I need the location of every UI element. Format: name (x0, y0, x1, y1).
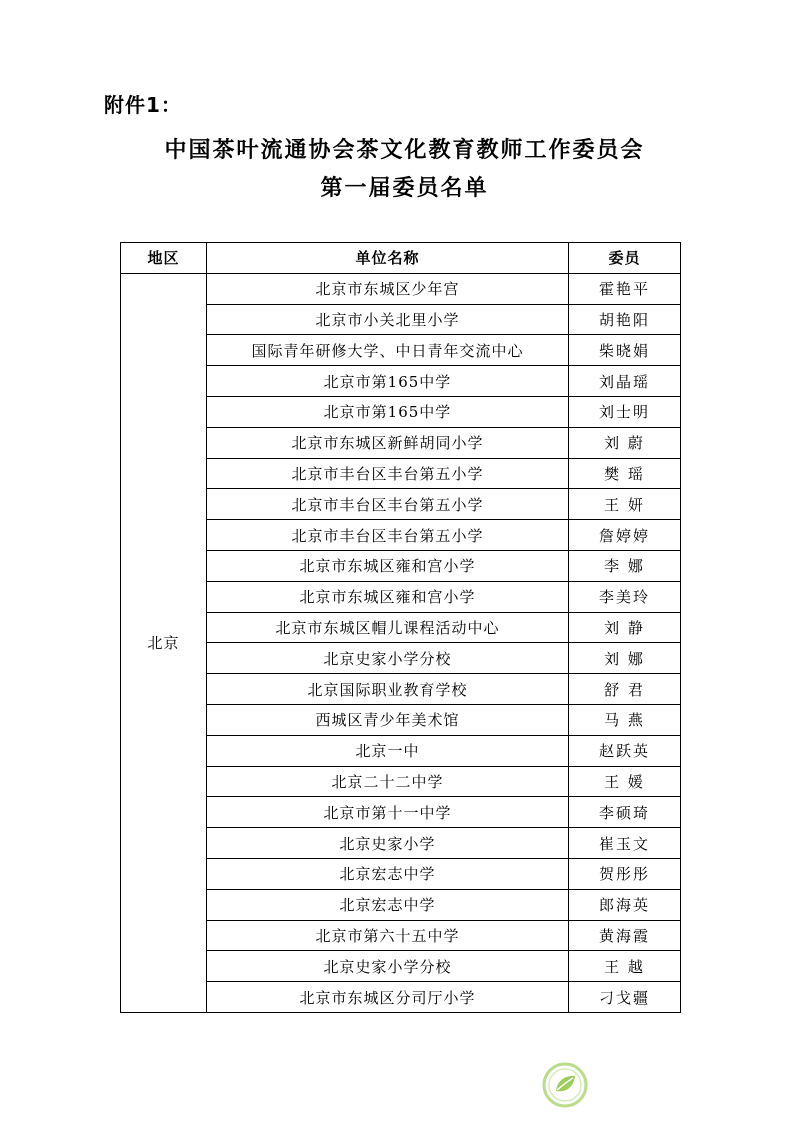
unit-cell: 北京市东城区少年宫 (207, 273, 569, 304)
unit-cell: 北京史家小学分校 (207, 951, 569, 982)
document-subtitle: 第一届委员名单 (320, 176, 489, 201)
region-cell: 北京 (121, 273, 207, 1012)
unit-cell: 北京市第165中学 (207, 366, 569, 397)
unit-cell: 北京市丰台区丰台第五小学 (207, 458, 569, 489)
attachment-label: 附件1： (104, 93, 182, 117)
header-member: 委员 (569, 243, 681, 274)
member-cell: 王 妍 (569, 489, 681, 520)
unit-cell: 北京市东城区雍和宫小学 (207, 550, 569, 581)
member-cell: 马 燕 (569, 704, 681, 735)
unit-cell: 北京一中 (207, 735, 569, 766)
member-cell: 刘 蔚 (569, 427, 681, 458)
unit-cell: 北京宏志中学 (207, 889, 569, 920)
table-header-row (121, 243, 681, 274)
unit-cell: 北京市第十一中学 (207, 797, 569, 828)
unit-cell: 北京史家小学 (207, 828, 569, 859)
member-cell: 詹婷婷 (569, 520, 681, 551)
member-cell: 胡艳阳 (569, 304, 681, 335)
unit-cell: 北京国际职业教育学校 (207, 674, 569, 705)
unit-cell: 西城区青少年美术馆 (207, 704, 569, 735)
member-cell: 刁戈疆 (569, 982, 681, 1013)
header-unit: 单位名称 (207, 243, 569, 274)
member-cell: 赵跃英 (569, 735, 681, 766)
member-cell: 王 越 (569, 951, 681, 982)
member-cell: 舒 君 (569, 674, 681, 705)
table-row (121, 273, 681, 304)
unit-cell: 北京市东城区分司厅小学 (207, 982, 569, 1013)
member-cell: 刘 娜 (569, 643, 681, 674)
member-cell: 郎海英 (569, 889, 681, 920)
unit-cell: 北京二十二中学 (207, 766, 569, 797)
unit-cell: 北京市第六十五中学 (207, 920, 569, 951)
member-cell: 刘 静 (569, 612, 681, 643)
member-cell: 崔玉文 (569, 828, 681, 859)
member-cell: 樊 瑶 (569, 458, 681, 489)
unit-cell: 北京市东城区雍和宫小学 (207, 581, 569, 612)
unit-cell: 北京市东城区帽儿课程活动中心 (207, 612, 569, 643)
unit-cell: 北京市东城区新鲜胡同小学 (207, 427, 569, 458)
member-cell: 刘晶瑶 (569, 366, 681, 397)
unit-cell: 北京史家小学分校 (207, 643, 569, 674)
member-cell: 霍艳平 (569, 273, 681, 304)
member-table (120, 242, 681, 1013)
unit-cell: 北京市丰台区丰台第五小学 (207, 489, 569, 520)
unit-cell: 北京市第165中学 (207, 396, 569, 427)
unit-cell: 国际青年研修大学、中日青年交流中心 (207, 335, 569, 366)
member-cell: 李美玲 (569, 581, 681, 612)
header-region: 地区 (121, 243, 207, 274)
tea-leaf-logo-icon (541, 1061, 589, 1109)
member-cell: 李硕琦 (569, 797, 681, 828)
table-body (121, 273, 681, 1012)
unit-cell: 北京市丰台区丰台第五小学 (207, 520, 569, 551)
member-cell: 贺彤彤 (569, 858, 681, 889)
unit-cell: 北京市小关北里小学 (207, 304, 569, 335)
unit-cell: 北京宏志中学 (207, 858, 569, 889)
member-cell: 李 娜 (569, 550, 681, 581)
member-cell: 刘士明 (569, 396, 681, 427)
member-cell: 柴晓娟 (569, 335, 681, 366)
member-cell: 王 媛 (569, 766, 681, 797)
member-cell: 黄海霞 (569, 920, 681, 951)
document-title: 中国茶叶流通协会茶文化教育教师工作委员会 (164, 138, 645, 163)
